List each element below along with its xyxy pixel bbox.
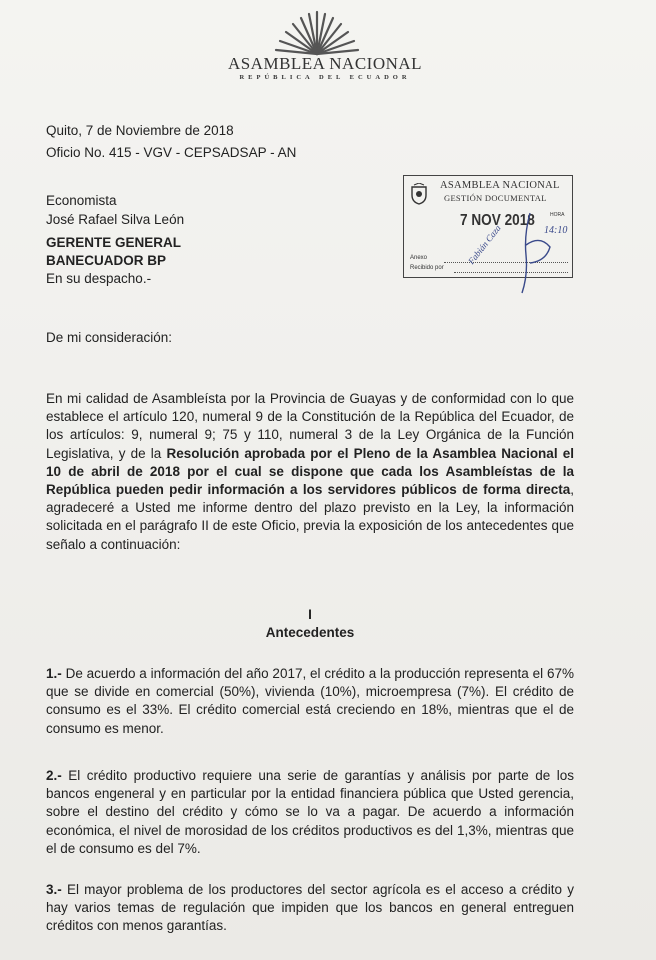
stamp-recibido-label: Recibido por [410, 265, 444, 271]
list-item [46, 665, 574, 738]
stamp-title: ASAMBLEA NACIONAL [440, 180, 560, 191]
stamp-date: 7 NOV 2018 [460, 212, 535, 229]
item-text: El crédito productivo requiere una serie de garantías y análisis por parte de los bancos engeneral y en particular por la entidad financiera pública que Usted gerencia, sobre el destino del crédito y cómo se lo va a pagar. De acuerdo a información económica, el nivel de morosidad de los créditos productivos es del 1,3%, mientras que el de consumo es del 7%. [46, 768, 574, 856]
item-text: El mayor problema de los productores del sector agrícola es el acceso a crédito y hay varios temas de regulación que impiden que los bancos en general entreguen créditos con menos garantías. [46, 882, 574, 934]
recipient-name: José Rafael Silva León [46, 212, 185, 227]
intro-resolution: Resolución aprobada por el Pleno de la Asamblea Nacional el 10 de abril de 2018 por el cual se dispone que cada los Asambleístas de la República pueden pedir información a los servidores públicos de forma directa [46, 445, 574, 498]
item-number: 3.- [46, 882, 62, 897]
list-item [46, 767, 574, 858]
intro-paragraph [46, 390, 574, 554]
institution-name: ASAMBLEA NACIONAL [227, 54, 423, 73]
coat-of-arms-icon [410, 183, 428, 205]
stamp-subtitle: GESTIÓN DOCUMENTAL [444, 193, 547, 203]
section-title: Antecedentes [265, 625, 355, 640]
institution-subtitle: REPÚBLICA DEL ECUADOR [239, 74, 411, 81]
place-date: Quito, 7 de Noviembre de 2018 [46, 123, 234, 138]
item-number: 2.- [46, 768, 62, 783]
greeting: De mi consideración: [46, 330, 173, 345]
intro-text-1: En mi calidad de Asambleísta por la Provincia de Guayas y de conformidad con lo que establece el artículo 120, numeral 9 de la Constitución de la República del Ecuador, de los artículos: 9, numeral 9; 75 y 110, numeral 3 de la Ley Orgánica de la Función Legislativa, y de la [46, 391, 574, 461]
recipient-title: Economista [46, 193, 117, 208]
asamblea-logo-icon [262, 6, 372, 56]
handwritten-signature-icon [500, 205, 570, 295]
stamp-received-name: Fabián Caza [466, 223, 503, 267]
stamp-anexo-label: Anexo [410, 255, 428, 261]
intro-text-2: , agradeceré a Usted me informe dentro del plazo previsto en la Ley, la información solicitada en el parágrafo II de este Oficio, previa la exposición de los antecedentes que señalo a continuación: [46, 482, 574, 552]
recipient-entity: BANECUADOR BP [46, 253, 167, 268]
recipient-closing: En su despacho.- [46, 271, 152, 286]
item-text: De acuerdo a información del año 2017, el crédito a la producción representa el 67% que se divide en comercial (50%), vivienda (10%), microempresa (7%). El crédito de consumo es el 33%. El crédito comercial está creciendo en 18%, mientras que el de consumo es menor. [46, 666, 574, 736]
recipient-position: GERENTE GENERAL [46, 235, 182, 250]
stamp-time: 14:10 [544, 225, 568, 236]
item-number: 1.- [46, 666, 62, 681]
list-item [46, 881, 574, 936]
stamp-hora-label: HORA [550, 212, 565, 218]
section-number: I [308, 607, 312, 622]
office-number: Oficio No. 415 - VGV - CEPSADSAP - AN [46, 145, 297, 160]
